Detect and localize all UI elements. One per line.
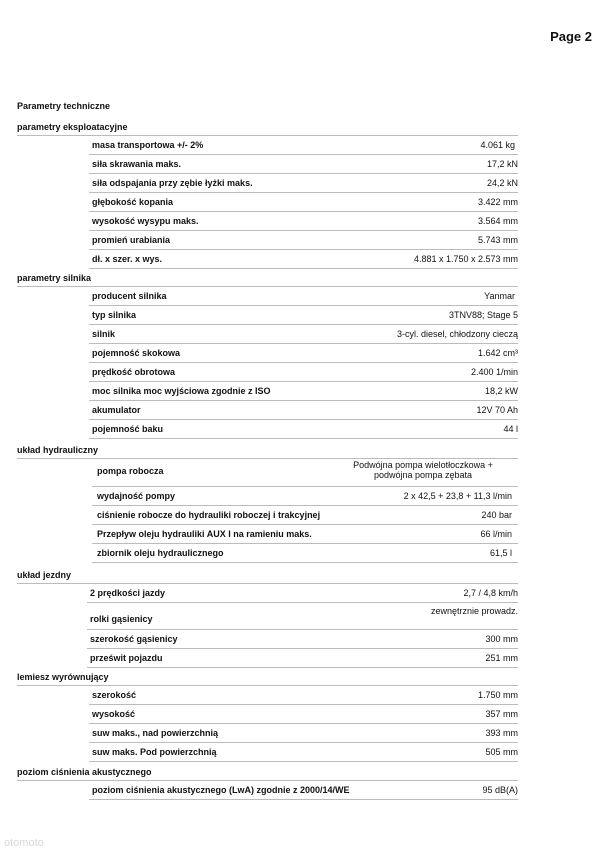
spec-label: ciśnienie robocze do hydrauliki roboczej i trakcyjnej [97,510,321,520]
spec-row [87,584,518,603]
spec-row [87,649,518,668]
spec-value: 357 mm [485,709,518,719]
spec-value: 505 mm [485,747,518,757]
spec-value: 4.881 x 1.750 x 2.573 mm [413,254,518,264]
spec-value: 61,5 l [489,548,512,558]
spec-label: suw maks. Pod powierzchnią [92,747,217,757]
spec-value: 2 x 42,5 + 23,8 + 11,3 l/min [403,491,512,501]
spec-row [89,287,518,306]
spec-row [89,155,518,174]
spec-value: 393 mm [485,728,518,738]
spec-label: poziom ciśnienia akustycznego (LwA) zgodnie z 2000/14/WE [92,785,350,795]
spec-label: siła skrawania maks. [92,159,182,169]
spec-value: 5.743 mm [477,235,518,245]
spec-row [89,212,518,231]
spec-value: 2,7 / 4,8 km/h [463,588,518,598]
spec-row [89,743,518,762]
spec-value: 3TNV88; Stage 5 [448,310,518,320]
spec-label: wysokość [92,709,136,719]
spec-label: prześwit pojazdu [90,653,163,663]
spec-label: siła odspajania przy zębie łyżki maks. [92,178,253,188]
document-title: Parametry techniczne [17,101,111,111]
spec-label: dł. x szer. x wys. [92,254,163,264]
spec-row [89,193,518,212]
spec-row [89,174,518,193]
spec-label: pojemność skokowa [92,348,181,358]
spec-label: zbiornik oleju hydraulicznego [97,548,224,558]
spec-label: akumulator [92,405,141,415]
spec-value: 1.642 cm³ [477,348,518,358]
spec-row [87,603,518,630]
spec-label: prędkość obrotowa [92,367,176,377]
watermark: otomoto [4,837,44,849]
spec-label: szerokość gąsienicy [90,634,178,644]
section-heading: układ jezdny [17,570,518,584]
spec-label: 2 prędkości jazdy [90,588,166,598]
spec-row [89,325,518,344]
spec-row [89,420,518,439]
spec-row [92,459,518,487]
spec-row [89,136,518,155]
section-heading: parametry silnika [17,273,518,287]
spec-row [92,525,518,544]
spec-row [89,250,518,269]
spec-value [328,460,518,480]
spec-value: 66 l/min [480,529,512,539]
spec-value: 3-cyl. diesel, chłodzony cieczą [396,329,518,339]
spec-label: producent silnika [92,291,167,301]
spec-label: masa transportowa +/- 2% [92,140,204,150]
spec-value: 240 bar [481,510,512,520]
spec-row [89,231,518,250]
spec-value: 18,2 kW [484,386,518,396]
spec-row [89,781,518,800]
section-heading: poziom ciśnienia akustycznego [17,767,518,781]
spec-label: wydajność pompy [97,491,176,501]
spec-value: 300 mm [485,634,518,644]
spec-row [89,705,518,724]
spec-value: 17,2 kN [486,159,518,169]
spec-value: 12V 70 Ah [476,405,518,415]
spec-value: 1.750 mm [477,690,518,700]
spec-value: Yanmar [484,291,515,301]
section-heading: układ hydrauliczny [17,445,518,459]
spec-row [89,306,518,325]
page-number: Page 2 [550,29,592,44]
spec-value-line: Podwójna pompa wielotłoczkowa + [353,460,493,470]
spec-label: rolki gąsienicy [90,614,153,624]
spec-value: 4.061 kg [480,140,515,150]
spec-label: silnik [92,329,116,339]
spec-row [92,544,518,563]
spec-row [92,487,518,506]
spec-value: 24,2 kN [486,178,518,188]
spec-row [87,630,518,649]
spec-label: wysokość wysypu maks. [92,216,199,226]
spec-row [89,686,518,705]
spec-row [89,344,518,363]
spec-value-line: podwójna pompa zębata [373,470,473,480]
spec-value: 3.422 mm [477,197,518,207]
spec-label: suw maks., nad powierzchnią [92,728,219,738]
spec-label: pompa robocza [97,466,164,476]
spec-value: 251 mm [485,653,518,663]
section-heading: lemiesz wyrównujący [17,672,518,686]
spec-label: pojemność baku [92,424,164,434]
spec-value: 3.564 mm [477,216,518,226]
spec-label: promień urabiania [92,235,171,245]
spec-row [92,506,518,525]
spec-row [89,363,518,382]
spec-label: szerokość [92,690,137,700]
spec-label: typ silnika [92,310,137,320]
spec-value: 44 l [503,424,518,434]
spec-row [89,382,518,401]
spec-label: głębokość kopania [92,197,174,207]
spec-value: 2.400 1/min [470,367,518,377]
spec-row [89,401,518,420]
spec-label: moc silnika moc wyjściowa zgodnie z ISO [92,386,271,396]
section-heading: parametry eksploatacyjne [17,122,518,136]
spec-value: zewnętrznie prowadz. [430,606,518,616]
spec-label: Przepływ oleju hydrauliki AUX I na ramieniu maks. [97,529,312,539]
spec-row [89,724,518,743]
spec-value: 95 dB(A) [482,785,518,795]
